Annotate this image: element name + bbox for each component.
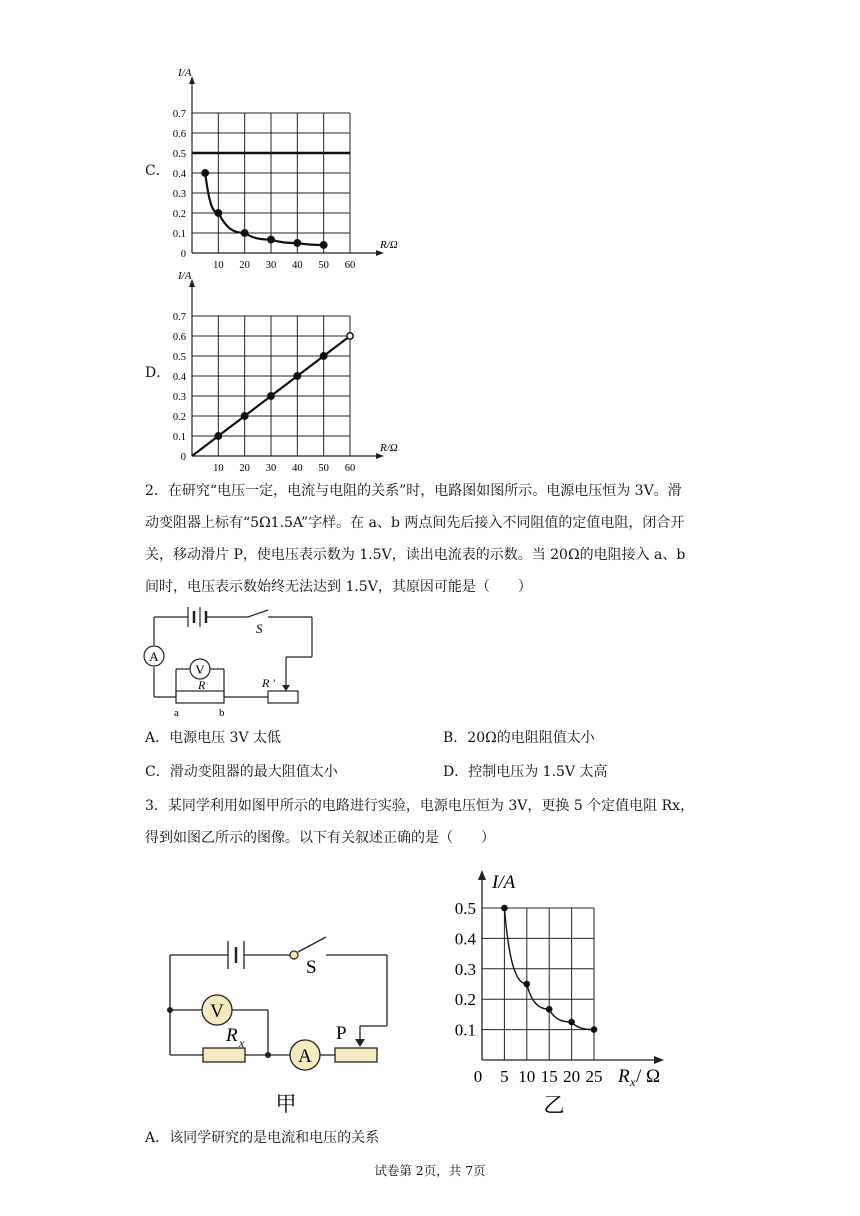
q2-rheostat-label: R ′ [262,676,275,690]
q3-x-tick-label: 5 [500,1067,509,1086]
graph-c-x-tick-label: 10 [213,260,224,271]
graph-d-x-axis-label: R/Ω [380,442,398,454]
q3-data-point [524,981,531,988]
q3-data-point [591,1026,598,1033]
q3-x-tick-label: 25 [585,1067,603,1086]
graph-d-x-tick-label: 20 [239,463,250,474]
graph-c-series-curve [205,173,324,245]
q3-y-tick-label: 0.3 [454,959,476,979]
q3-circuit-caption: 甲 [275,1092,297,1116]
q3-x-axis-label: R [618,1066,630,1087]
q3-ammeter-label: A [298,1046,312,1067]
graph-d-y-tick-label: 0.6 [172,332,186,343]
q3-circuit-diagram [160,925,400,1120]
q2-ammeter-label: A [149,649,159,664]
q3-x-tick-label: 15 [540,1067,558,1086]
graph-d-x-tick-label: 50 [318,463,329,474]
graph-c-y-tick-label: 0.5 [172,149,186,160]
q3-y-tick-label: 0.1 [454,1020,476,1040]
graph-d-x-tick-label: 10 [213,463,224,474]
graph-c-x-tick-label: 30 [265,260,277,271]
q2-text-line2: 动变阻器上标有“5Ω1.5A”字样。在 a、b 两点间先后接入不同阻值的定值电阻，闭合开 [145,515,685,531]
q3-x-axis-subscript: x [630,1075,636,1089]
graph-c-data-point [294,240,300,246]
option-c-label: C． [145,163,170,179]
graph-c-x-tick-label: 40 [292,260,303,271]
graph-c-data-point [202,170,208,176]
q3-data-point [568,1019,575,1026]
graph-d-data-point [268,393,274,399]
q3-y-axis-label: I/A [492,872,516,893]
graph-c-data-point [241,230,247,236]
q3-x-tick-label: 0 [473,1067,483,1086]
graph-c-data-point [215,210,221,216]
graph-c-x-tick-label: 60 [344,260,356,271]
q3-graph-caption: 乙 [543,1093,565,1117]
graph-d-y-tick-label: 0 [180,452,186,463]
graph-d-data-point [241,413,247,419]
q3-x-tick-label: 10 [518,1067,536,1086]
q3-y-tick-label: 0.4 [454,929,476,949]
graph-d-x-tick-label: 30 [265,463,277,474]
q3-y-tick-label: 0.2 [454,990,476,1010]
option-d-label: D． [145,365,171,381]
q2-switch-label: S [256,621,263,636]
q3-slider-label: P [336,1023,347,1044]
graph-c-x-axis-label: R/Ω [380,239,398,251]
q3-y-tick-label: 0.5 [454,899,476,918]
graph-c-y-tick-label: 0.2 [172,209,186,220]
graph-d-y-tick-label: 0.7 [172,312,186,323]
q2-point-b: b [219,707,225,719]
q3-data-point [546,1006,553,1013]
graph-d-data-point [294,373,300,379]
q2-voltmeter-label: V [195,662,205,677]
q3-x-axis-unit: / Ω [636,1066,661,1087]
q3-resistor-subscript: x [239,1036,245,1050]
q2-option-c: C．滑动变阻器的最大阻值太小 [145,764,338,780]
q2-option-d: D．控制电压为 1.5V 太高 [443,764,608,780]
q3-text-line2: 得到如图乙所示的图像。以下有关叙述正确的是（ ） [145,830,495,846]
graph-c-y-tick-label: 0.1 [172,229,186,240]
graph-d-y-tick-label: 0.5 [172,352,186,363]
graph-d-y-tick-label: 0.2 [172,412,186,423]
graph-c [160,60,420,270]
graph-c-y-tick-label: 0.6 [172,129,186,140]
graph-c-x-tick-label: 20 [239,260,250,271]
graph-c-x-tick-label: 50 [318,260,329,271]
q3-data-point [501,905,508,912]
graph-c-y-tick-label: 0 [180,249,186,260]
q2-point-a: a [174,707,179,719]
graph-d [160,263,420,474]
graph-d-x-tick-label: 40 [292,463,303,474]
graph-d-y-tick-label: 0.4 [172,372,186,383]
q2-text-line3: 关，移动滑片 P，使电压表示数为 1.5V，读出电流表的示数。当 20Ω的电阻接入 a、b [145,547,686,563]
q3-text-line1: 3．某同学利用如图甲所示的电路进行实验，电源电压恒为 3V，更换 5 个定值电阻 Rx， [145,798,695,814]
q2-option-b: B．20Ω的电阻阻值太小 [443,730,595,746]
graph-c-y-tick-label: 0.4 [172,169,186,180]
graph-d-data-point [215,433,221,439]
graph-c-y-tick-label: 0.3 [172,189,186,200]
q2-circuit-diagram [140,605,340,720]
graph-d-data-point [347,333,353,339]
graph-d-x-tick-label: 60 [344,463,356,474]
graph-c-data-point [320,242,326,248]
q3-graph [440,862,680,1122]
q3-option-a: A．该同学研究的是电流和电压的关系 [145,1130,380,1146]
graph-c-y-axis-label: I/A [178,67,192,79]
q3-x-tick-label: 20 [563,1067,581,1086]
q3-x-axis-arrow [654,1056,664,1064]
q3-y-axis-arrow [478,870,486,880]
q2-resistor-label: R [198,678,206,692]
q2-option-a: A．电源电压 3V 太低 [145,730,282,746]
graph-d-y-tick-label: 0.1 [172,432,186,443]
graph-c-data-point [268,236,274,242]
q3-switch-label: S [306,957,317,978]
q2-text-line1: 2．在研究“电压一定，电流与电阻的关系”时，电路图如图所示。电源电压恒为 3V。滑 [145,483,682,499]
q3-voltmeter-label: V [210,1001,224,1022]
q2-text-line4: 间时，电压表示数始终无法达到 1.5V，其原因可能是（ ） [145,579,532,595]
graph-d-y-axis-label: I/A [178,270,192,282]
q3-resistor-label: R [226,1025,238,1046]
graph-d-y-tick-label: 0.3 [172,392,186,403]
page-footer: 试卷第 2页，共 7页 [374,1163,486,1178]
graph-c-y-tick-label: 0.7 [172,109,186,120]
graph-d-data-point [320,353,326,359]
